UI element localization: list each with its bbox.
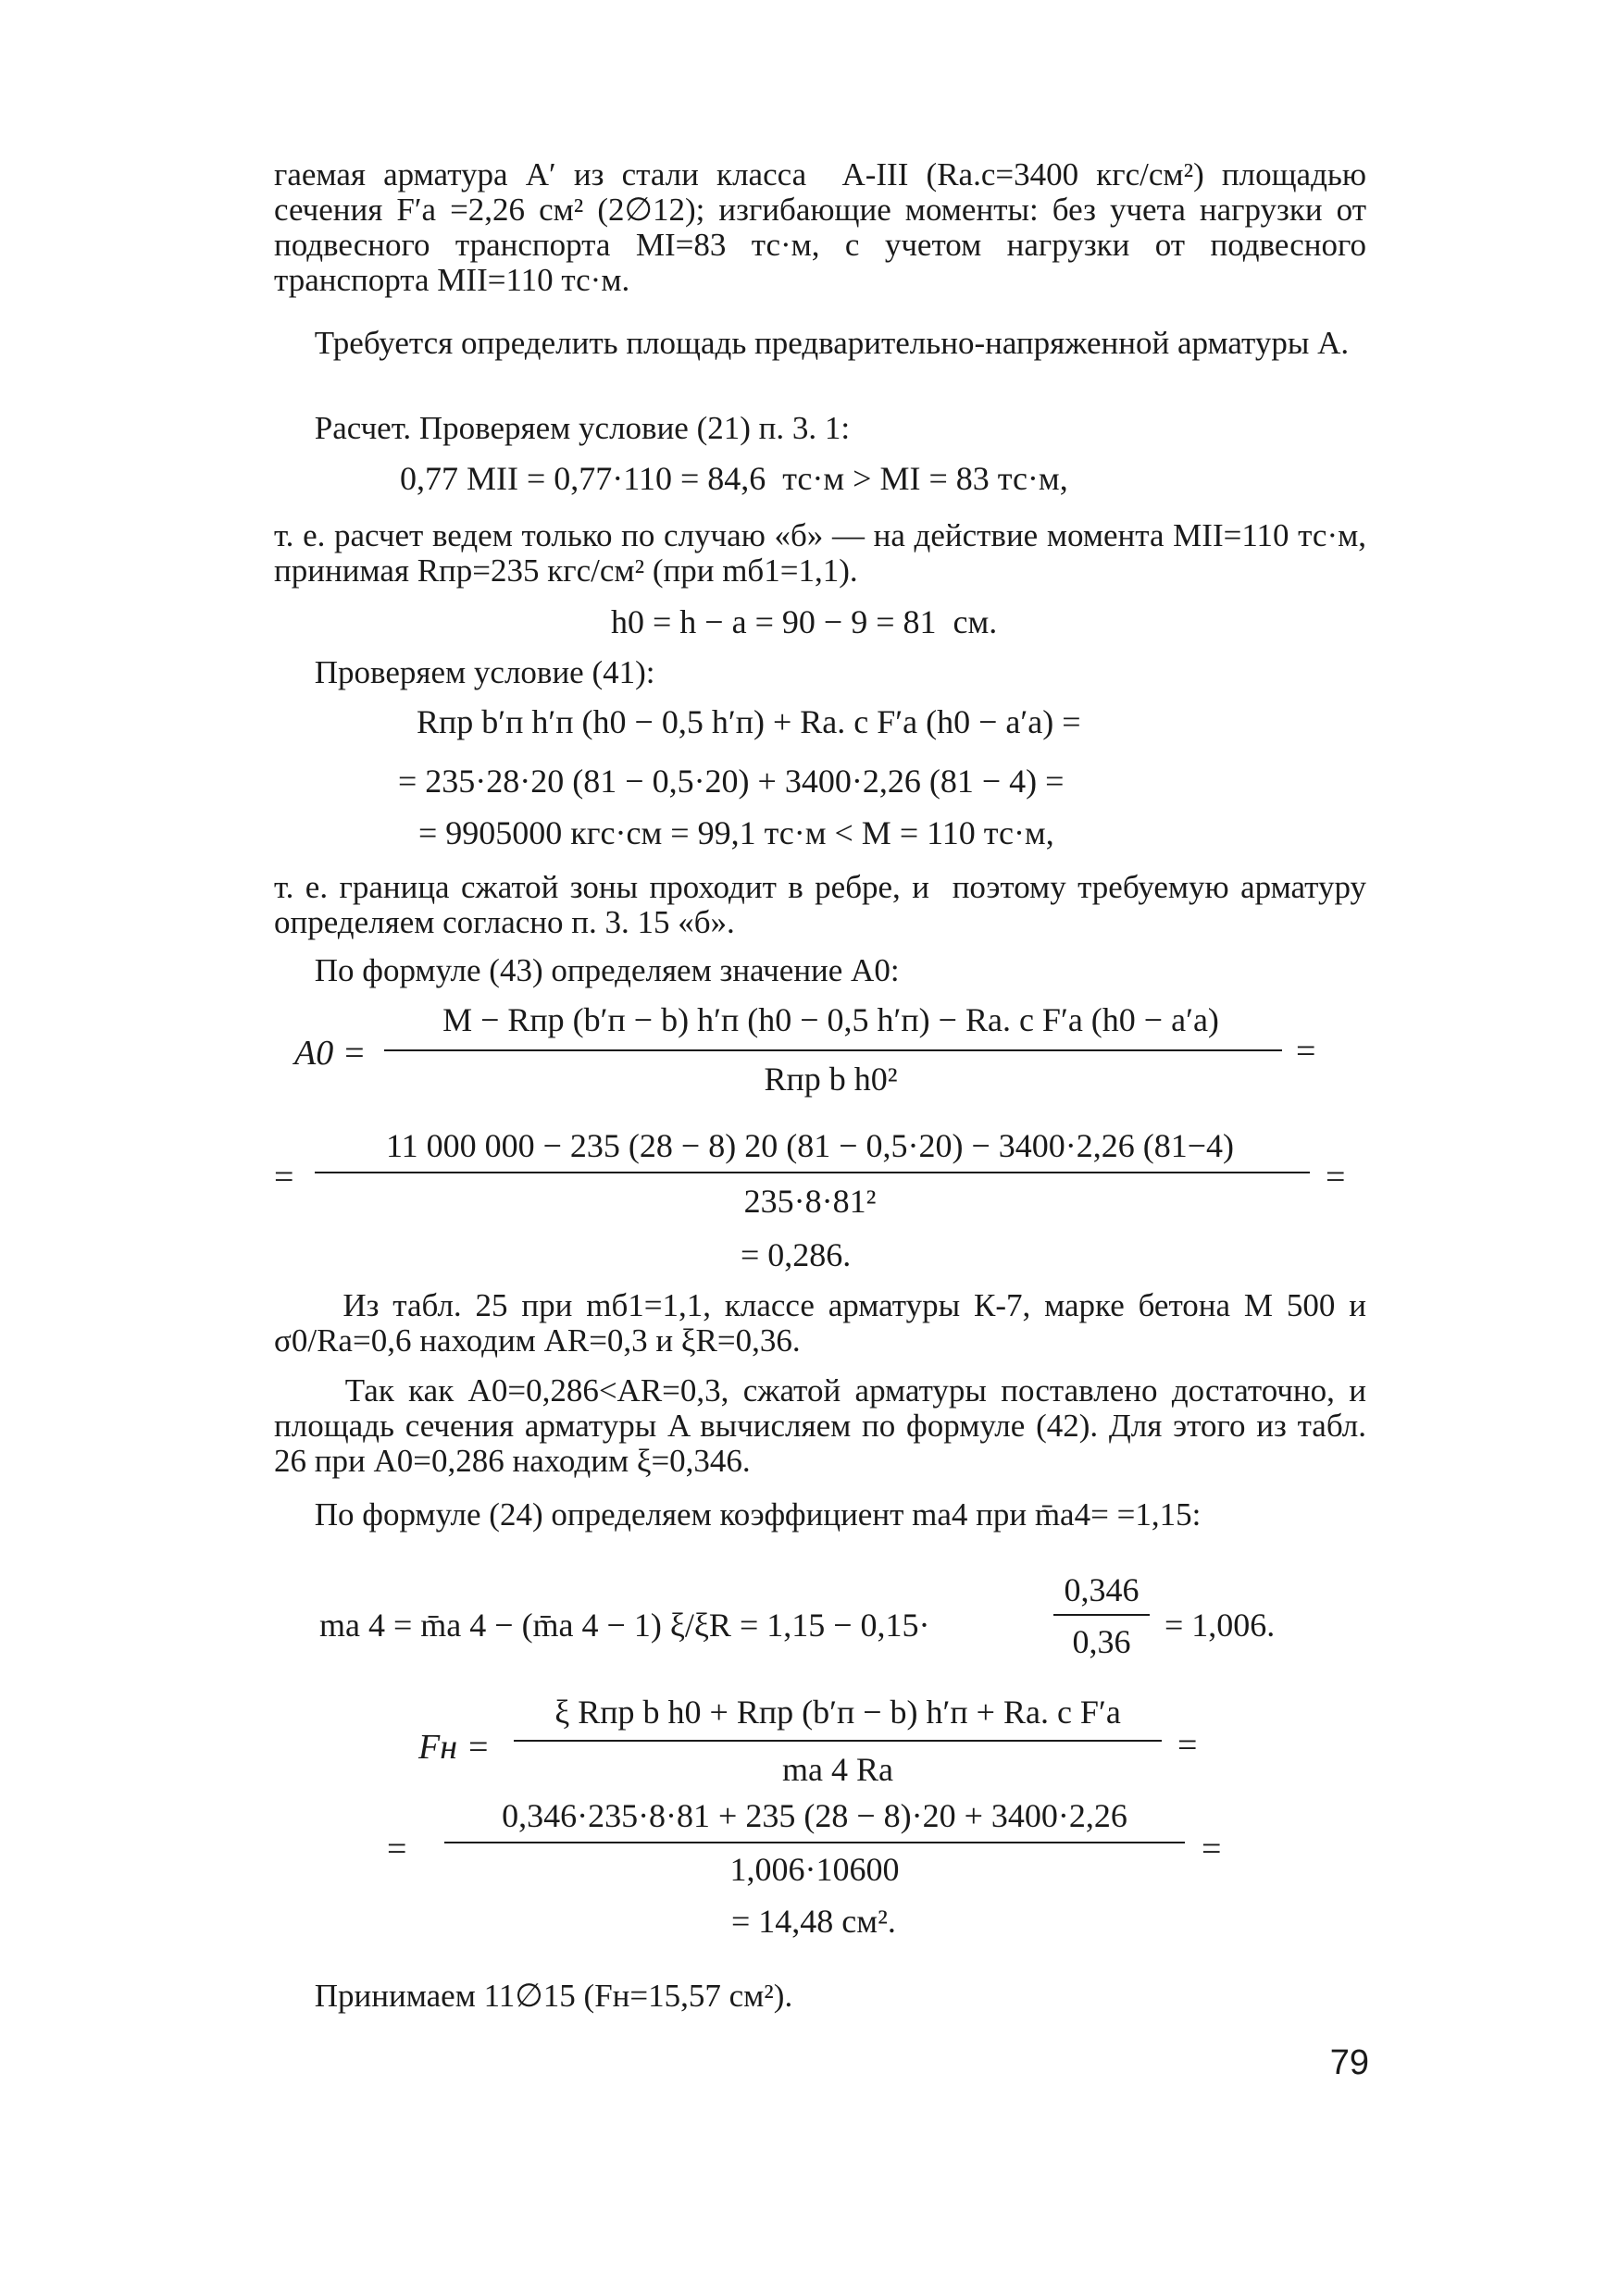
a0-numeric-fraction-bar (315, 1172, 1310, 1173)
equation-h0: h0 = h − a = 90 − 9 = 81 см. (611, 603, 998, 640)
paragraph-task: Требуется определить площадь предварительно-напряженной арматуры A. (274, 325, 1350, 361)
equation-condition-21: 0,77 MII = 0,77·110 = 84,6 тс·м > MI = 83 тс·м, (400, 460, 1068, 497)
paragraph-calc-start: Расчет. Проверяем условие (21) п. 3. 1: (274, 410, 851, 446)
paragraph-compressed-zone: т. е. граница сжатой зоны проходит в ребре, и поэтому требуемую арматуру определяем согласно п. 3. 15 «б». (274, 869, 1375, 940)
paragraph-table-26: Так как A0=0,286<AR=0,3, сжатой арматуры поставлено достаточно, и площадь сечения арматуры A вычисляем по формуле (42). Для этого из табл. 26 при A0=0,286 находим ξ=0,346. (274, 1372, 1375, 1479)
fn-fraction-bar (514, 1740, 1162, 1742)
a0-equals-sign: = (1296, 1032, 1316, 1071)
page-number: 79 (1329, 2043, 1369, 2082)
a0-equals-sign-2: = (274, 1158, 294, 1197)
a0-numerator-numeric: 11 000 000 − 235 (28 − 8) 20 (81 − 0,5·20) − 3400·2,26 (81−4) (385, 1127, 1235, 1164)
paragraph-case-b: т. е. расчет ведем только по случаю «б» — на действие момента MII=110 тс·м, принимая Rпр=235 кгс/см² (при mб1=1,1). (274, 517, 1375, 589)
ma4-expression: ma 4 = m̄a 4 − (m̄a 4 − 1) ξ/ξR = 1,15 − 0,15· (319, 1607, 930, 1644)
a0-equals-sign-3: = (1326, 1158, 1346, 1197)
ma4-numerator: 0,346 (1064, 1571, 1140, 1608)
fn-lhs: Fн = (418, 1728, 491, 1767)
a0-denominator: Rпр b h0² (764, 1061, 898, 1098)
paragraph-formula-43: По формуле (43) определяем значение A0: (274, 952, 900, 988)
a0-result: = 0,286. (741, 1236, 852, 1273)
paragraph-intro: гаемая арматура A′ из стали класса А-III (Ra.c=3400 кгс/см²) площадью сечения F′a =2,26 см² (2∅12); изгибающие моменты: без учета нагрузки от подвесного транспорта MI=83 тс·м, с учетом нагрузки от подвесного транспорта MII=110 тс·м. (274, 156, 1375, 298)
a0-denominator-numeric: 235·8·81² (743, 1183, 877, 1220)
ma4-denominator: 0,36 (1072, 1623, 1131, 1660)
paragraph-check-41: Проверяем условие (41): (274, 654, 655, 690)
fn-numerator: ξ Rпр b h0 + Rпр (b′п − b) h′п + Ra. c F′a (554, 1694, 1121, 1731)
paragraph-accept: Принимаем 11∅15 (Fн=15,57 см²). (274, 1978, 793, 2014)
equation-check-41-line1: Rпр b′п h′п (h0 − 0,5 h′п) + Ra. c F′a (h0 − a′a) = (417, 703, 1081, 740)
equation-check-41-line3: = 9905000 кгс·см = 99,1 тс·м < M = 110 тс·м, (418, 814, 1054, 851)
ma4-fraction-bar (1053, 1614, 1150, 1616)
fn-result: = 14,48 см². (731, 1903, 896, 1940)
paragraph-table-25: Из табл. 25 при mб1=1,1, классе арматуры К-7, марке бетона М 500 и σ0/Ra=0,6 находим AR=0,3 и ξR=0,36. (274, 1287, 1375, 1359)
paragraph-formula-24: По формуле (24) определяем коэффициент ma4 при m̄a4= =1,15: (274, 1496, 1202, 1533)
a0-numerator: M − Rпр (b′п − b) h′п (h0 − 0,5 h′п) − Ra. c F′a (h0 − a′a) (442, 1001, 1219, 1038)
fn-numerator-numeric: 0,346·235·8·81 + 235 (28 − 8)·20 + 3400·2,26 (502, 1797, 1127, 1834)
a0-fraction-bar (384, 1049, 1282, 1051)
a0-lhs: A0 = (294, 1034, 367, 1073)
ma4-result: = 1,006. (1164, 1607, 1276, 1644)
fn-numeric-fraction-bar (444, 1842, 1185, 1843)
fn-equals-sign-2: = (387, 1830, 407, 1868)
fn-equals-sign: = (1177, 1726, 1198, 1765)
fn-denominator: ma 4 Ra (782, 1751, 893, 1788)
fn-equals-sign-3: = (1202, 1830, 1222, 1868)
fn-denominator-numeric: 1,006·10600 (729, 1851, 900, 1888)
equation-check-41-line2: = 235·28·20 (81 − 0,5·20) + 3400·2,26 (81 − 4) = (398, 763, 1065, 800)
